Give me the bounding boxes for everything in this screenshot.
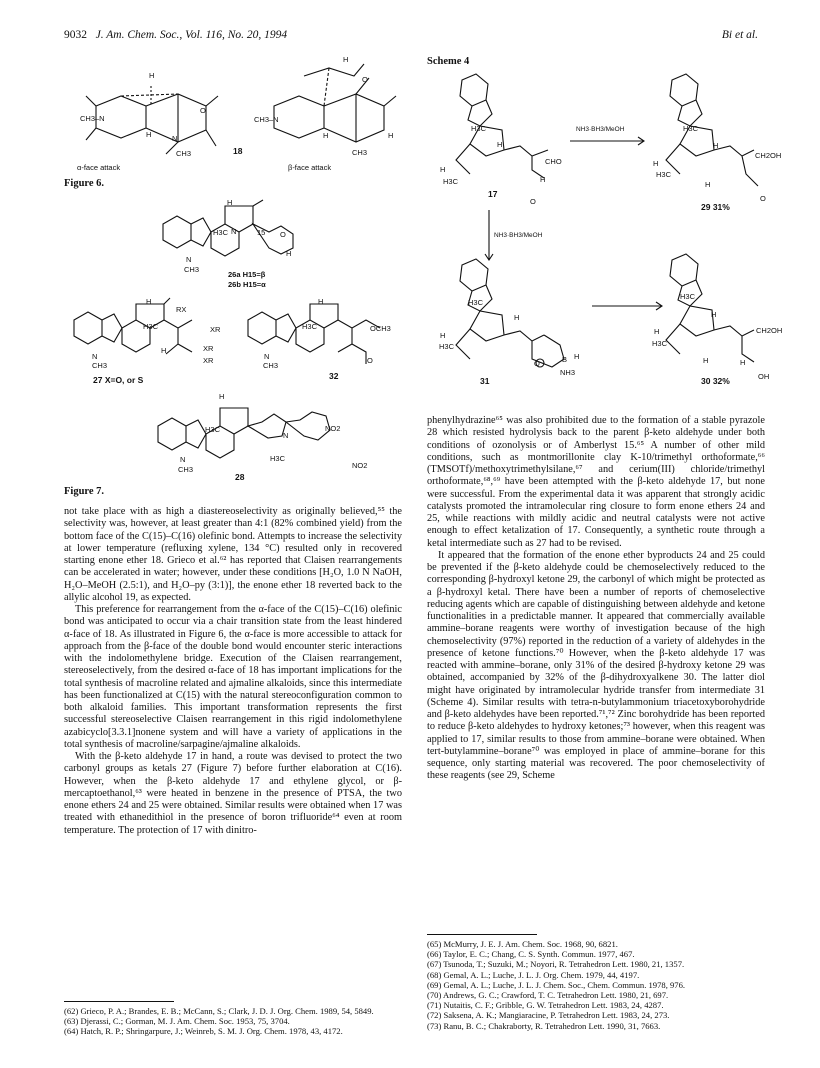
beta-attack-structure — [244, 56, 414, 156]
left-paragraph-1: not take place with as high a diastereoselectivity as originally believed,⁵⁵ the selectivity was, however, at least greater than 4:1 (82% combined yield) from the bottom face of the C(15)–C(16) olefinic bond. Attempts to increase the selectivity at lower temperature (refluxing xylene, 134 °C) resulted only in recovered starting enone ether 18. Grieco et al.⁶² has reported that Claisen rearrangements can be accelerated in water; however, under these conditions [H₂O, 1.0 N NaOH, H₂O–MeOH (2.5:1), and H₂O–py (3:1)], the enone ether 18 reverted back to the allylic alcohol 19, as expected. — [64, 506, 402, 603]
s4-29-o: O — [760, 194, 766, 203]
footnote-66: (66) Taylor, E. C.; Chang, C. S. Synth. Commun. 1977, 467. — [427, 949, 635, 960]
footnote-70: (70) Andrews, G. C.; Crawford, T. C. Tetrahedron Lett. 1980, 21, 697. — [427, 990, 669, 1001]
left-column-body — [64, 506, 402, 837]
c27-atom-ch3: CH3 — [92, 361, 108, 370]
compound-27-label: 27 X=O, or S — [93, 375, 144, 385]
atom-h-bottom-left: H — [146, 130, 152, 139]
compound-29-label: 29 31% — [701, 202, 730, 212]
c26-atom-h3c: H3C — [213, 228, 229, 237]
s4-30-h: H — [711, 310, 717, 319]
atom-h-top-right: H — [343, 55, 349, 64]
alpha-face-attack-label: α-face attack — [77, 163, 121, 172]
s4-29-h-left: H — [653, 159, 659, 168]
footnote-67: (67) Tsunoda, T.; Suzuki, M.; Noyori, R. Tetrahedron Lett. 1980, 21, 1357. — [427, 959, 685, 970]
footnote-62: (62) Grieco, P. A.; Brandes, E. B.; McCann, S.; Clark, J. D. J. Org. Chem. 1989, 54, 5849. — [64, 1006, 374, 1016]
atom-ch3n-right: CH3–N — [254, 115, 279, 124]
c27-atom-xr-3: XR — [203, 356, 214, 365]
left-footnote-rule — [64, 1001, 174, 1002]
c27-atom-xr-2: XR — [203, 344, 214, 353]
journal-citation: J. Am. Chem. Soc., Vol. 116, No. 20, 1994 — [95, 29, 288, 41]
footnote-63: (63) Djerassi, C.; Gorman, M. J. Am. Chem. Soc. 1953, 75, 3704. — [64, 1016, 290, 1027]
s4-30-oh: OH — [758, 372, 770, 381]
c26-atom-h: H — [227, 198, 233, 207]
c32-atom-och3: OCH3 — [370, 324, 391, 333]
s4-31-h3c-bottom: H3C — [439, 342, 455, 351]
compound-32-label: 32 — [329, 371, 339, 381]
s4-31-h-left: H — [440, 331, 446, 340]
atom-h-top-left: H — [149, 71, 155, 80]
s4-31-o: O — [534, 359, 540, 368]
compound-18-label: 18 — [233, 146, 243, 156]
c27-atom-h3c: H3C — [143, 322, 159, 331]
s4-30-h3cn: H3C — [680, 292, 696, 301]
right-column-body — [427, 415, 765, 783]
c28-atom-n-indole: N — [180, 455, 186, 464]
c32-atom-h: H — [318, 297, 324, 306]
c28-atom-n: N — [283, 431, 289, 440]
s4-30-h-bottom: H — [703, 356, 709, 365]
s4-29-h-bottom: H — [705, 180, 711, 189]
compound-26b-label: 26b H15=α — [228, 280, 266, 289]
c28-atom-ch3: CH3 — [178, 465, 194, 474]
atom-o-right: O — [362, 75, 368, 84]
atom-ch3-right: CH3 — [352, 148, 368, 157]
beta-face-attack-label: β-face attack — [288, 163, 332, 172]
s4-29-ch2oh: CH2OH — [755, 151, 782, 160]
compound-28-label: 28 — [235, 472, 245, 482]
s4-17-h3c-bottom: H3C — [443, 177, 459, 186]
c32-atom-o: O — [367, 356, 373, 365]
atom-ch3n-left: CH3–N — [80, 114, 105, 123]
s4-29-h3cn: H3C — [683, 124, 699, 133]
left-footnotes — [64, 1006, 402, 1037]
compound-26a-label: 26a H15=β — [228, 270, 266, 279]
atom-h-bottom-right-2: H — [388, 131, 394, 140]
compound-31-label: 31 — [480, 376, 490, 386]
footnote-71: (71) Nutaitis, C. F.; Gribble, G. W. Tetrahedron Lett. 1983, 24, 4287. — [427, 1000, 664, 1011]
right-paragraph-2: It appeared that the formation of the enone ether byproducts 24 and 25 could be prevented if the β-keto aldehyde could be chemoselectively reduced to the corresponding β-hydroxyl ketone 29, the carbonyl of which might be protected as a β-hydroxyl ketal. There have been a number of reports of chemoselective reducing agents which are capable of distinguishing between aldehyde and ketone functionalities in a predictable manner. It appeared that commercially available ammine–borane reagents were worthy of investigation because of the high chemoselectivity (97%) reported in the reduction of a variety of aldehydes in the presence of ketone functions.⁷⁰ However, when the β-keto aldehyde 17 was reacted with ammine–borane, only 31% of the desired β-hydroxy ketone 29 was obtained, accompanied by 32% of the β-dihydroxyalkene 30. The latter diol might have originated by intramolecular hydride transfer from intermediate 31 (Scheme 4). Similar results with tetra-n-butylammonium triacetoxyborohydride and β-keto aldehydes have been reported.⁷¹,⁷² Zinc borohydride has been reported to reduce β-keto aldehydes to hydroxy ketones;⁷³ however, when this reagent was applied to 17, similar results to those from ammine–borane were obtained. When tert-butylammine–borane⁷⁰ was employed in place of ammine–borane for this sequence, only starting material was recovered. The poor chemoselectivity of these reagents (see 29, Scheme — [427, 549, 765, 782]
s4-17-cho: CHO — [545, 157, 562, 166]
reagent-label-1: NH3·BH3/MeOH — [576, 126, 625, 133]
footnote-73: (73) Ranu, B. C.; Chakraborty, R. Tetrahedron Lett. 1990, 31, 7663. — [427, 1020, 661, 1031]
s4-30-h3c-bottom: H3C — [652, 339, 668, 348]
c26-atom-ch3: CH3 — [184, 265, 200, 274]
footnote-64: (64) Hatch, R. P.; Shringarpure, J.; Weinreb, S. M. J. Org. Chem. 1978, 43, 4172. — [64, 1026, 343, 1037]
s4-17-h3cn: H3C — [471, 124, 487, 133]
c28-atom-h: H — [219, 392, 225, 401]
c26-atom-n-indole: N — [186, 255, 192, 264]
s4-30-ch2oh: CH2OH — [756, 326, 783, 335]
s4-17-h: H — [497, 140, 503, 149]
c32-atom-ch3: CH3 — [263, 361, 279, 370]
arrow-17-to-29 — [570, 135, 650, 147]
c27-atom-n: N — [92, 352, 98, 361]
footnote-68: (68) Gemal, A. L.; Luche, J. L. J. Org. Chem. 1979, 44, 4197. — [427, 969, 640, 980]
compound-26-structure — [155, 196, 315, 276]
compound-17-label: 17 — [488, 189, 498, 199]
atom-ch3-left: CH3 — [176, 149, 192, 158]
figure-6-caption: Figure 6. — [64, 178, 105, 189]
left-paragraph-3: With the β-keto aldehyde 17 in hand, a route was devised to protect the two carbonyl groups as ketals 27 (Figure 7) before further elaboration at C(16). However, when the β-keto aldehyde 17 and ethylene glycol, or β-mercaptoethanol,⁶³ were heated in benzene in the presence of PTSA, the two enone ethers 24 and 25 were obtained. Similar results were obtained when 17 was treated with ethanedithiol in the presence of boron trifluoride⁶⁴ even at room temperature. The protection of 17 with dinitro- — [64, 751, 402, 836]
scheme-4-title: Scheme 4 — [427, 56, 470, 67]
c32-atom-n: N — [264, 352, 270, 361]
atom-n-left: N — [172, 134, 178, 143]
footnote-72: (72) Saksena, A. K.; Mangiaracine, P. Tetrahedron Lett. 1983, 24, 273. — [427, 1010, 670, 1021]
right-footnote-rule — [427, 934, 537, 935]
atom-o-left: O — [200, 106, 206, 115]
page-number: 9032 — [64, 29, 87, 41]
s4-29-h: H — [713, 141, 719, 150]
atom-h-bottom-right: H — [323, 131, 329, 140]
c28-atom-h3c: H3C — [205, 425, 221, 434]
s4-31-h3cn: H3C — [468, 298, 484, 307]
s4-17-h-right: H — [540, 175, 546, 184]
right-footnotes — [427, 939, 765, 1031]
c28-atom-no2-top: NO2 — [325, 424, 341, 433]
c26-atom-n: N — [231, 227, 237, 236]
s4-30-h-left: H — [654, 327, 660, 336]
footnote-65: (65) McMurry, J. E. J. Am. Chem. Soc. 1968, 90, 6821. — [427, 939, 618, 949]
c32-atom-h3c: H3C — [302, 322, 318, 331]
s4-31-b: B — [562, 355, 568, 364]
compound-27-structure — [66, 298, 216, 368]
footnote-69: (69) Gemal, A. L.; Luche, J. L. J. Chem. Soc., Chem. Commun. 1978, 976. — [427, 979, 686, 990]
left-paragraph-2: This preference for rearrangement from the α-face of the C(15)–C(16) olefinic bond was anticipated to occur via a chair transition state from the least hindered α-face of 18. As illustrated in Figure 6, the α-face is more accessible to attack for approach from the β-face of the double bond would encounter steric interactions with the indolomethylene bridge. Execution of the Claisen rearrangement, stereoselectively, from the desired α-face of 18 has important implications for the total synthesis of macroline related and ajmaline alkaloids, since this intermediate has been functionalized at C(15) with the natural stereoconfiguration common to both alkaloid families. This important transformation represents the first successful stereoselective Claisen rearrangement in this rigid indolomethylene azabicyclo[3.3.1]nonene system and will have a variety of applications in the total synthesis of macroline/sarpagine/ajmaline alkaloids. — [64, 604, 402, 750]
compound-30-label: 30 32% — [701, 376, 730, 386]
figure-7-caption: Figure 7. — [64, 486, 105, 497]
s4-31-h: H — [514, 313, 520, 322]
c27-atom-h: H — [146, 297, 152, 306]
c27-atom-xr-1: XR — [210, 325, 221, 334]
reagent-label-2: NH3·BH3/MeOH — [494, 232, 543, 239]
right-paragraph-1: phenylhydrazine⁶⁵ was also prohibited due to the formation of a stable pyrazole 28 which resisted hydrolysis back to the parent β-keto aldehyde under both conditions of ozonolysis or of Amberlyst 15.⁶⁵ A number of other mild conditions, such as montmorillonite clay K-10/trimethyl orthoformate,⁶⁶ (TMSOTf)/methoxytrimethylsilane,⁶⁷ and cerium(III) chloride/trimethyl orthoformate,⁶⁸,⁶⁹ have been attempted with the β-keto aldehyde 17, but none were successful. From the experimental data it was apparent that strongly acidic catalysts promoted the intramolecular ring closure to form enone ethers 24 and 25, while reactions with mildly acidic and neutral catalysts were not active enough to effect ketalization of 17. Consequently, a synthetic route through a ketal intermediate such as 27 had to be revised. — [427, 415, 765, 549]
compound-17-structure — [440, 70, 560, 190]
s4-17-h-left: H — [440, 165, 446, 174]
s4-17-o: O — [530, 197, 536, 206]
c26-num-15: 15 — [257, 228, 266, 237]
running-authors: Bi et al. — [721, 29, 758, 41]
s4-29-h3c-bottom: H3C — [656, 170, 672, 179]
s4-30-h-c: H — [740, 358, 746, 367]
c27-atom-h-bottom: H — [161, 346, 167, 355]
c26-atom-h-right: H — [286, 249, 292, 258]
s4-31-nh3: NH3 — [560, 368, 576, 377]
c27-atom-rx: RX — [176, 305, 187, 314]
page-header-left — [64, 29, 287, 41]
c28-atom-h3c-pyrazole: H3C — [270, 454, 286, 463]
s4-31-h-b: H — [574, 352, 580, 361]
c26-atom-o: O — [280, 230, 286, 239]
c28-atom-no2-bottom: NO2 — [352, 461, 368, 470]
